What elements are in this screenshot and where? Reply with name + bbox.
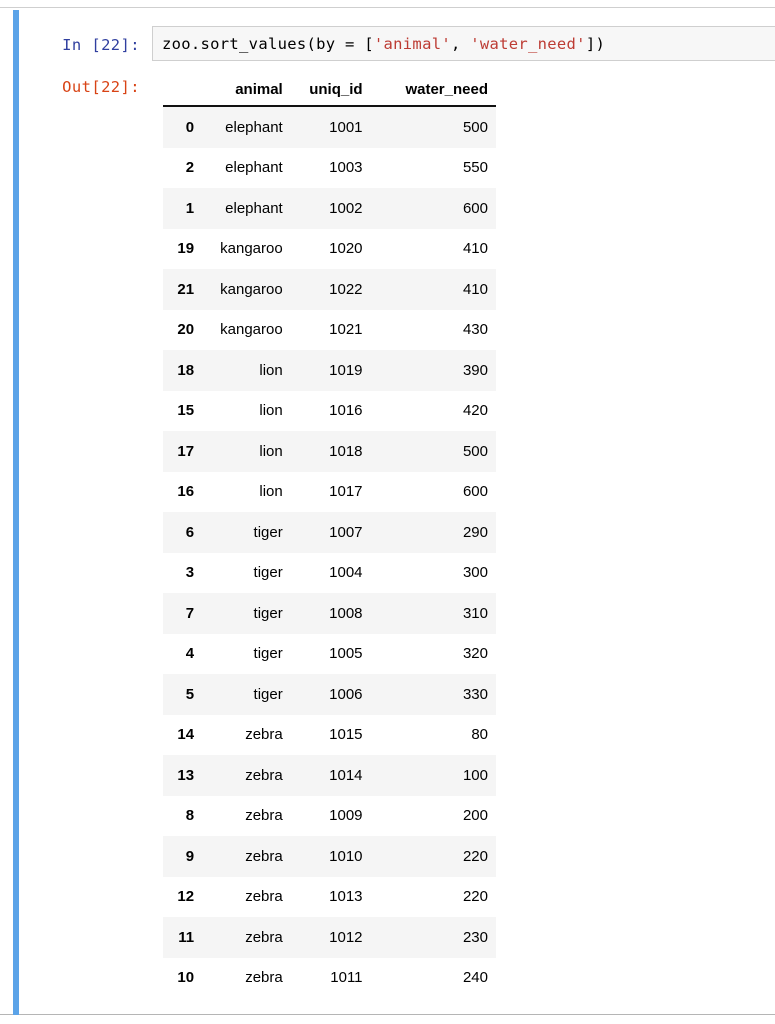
code-source-line	[162, 34, 605, 54]
dataframe-header	[163, 81, 496, 106]
cell-water-need: 220	[462, 888, 488, 906]
table-row	[163, 674, 496, 715]
cell-animal: kangaroo	[220, 240, 283, 258]
cell-animal: tiger	[253, 604, 283, 622]
cell-animal: tiger	[253, 564, 283, 582]
cell-animal: zebra	[245, 807, 283, 825]
cell-water-need: 410	[462, 240, 488, 258]
column-header-water-need: water_need	[369, 81, 496, 106]
table-row	[163, 310, 496, 351]
table-row	[163, 512, 496, 553]
cell-uniq-id: 1022	[329, 280, 363, 298]
header-row	[163, 81, 496, 106]
table-row	[163, 391, 496, 432]
table-row	[163, 917, 496, 958]
cell-animal: elephant	[225, 159, 283, 177]
cell-animal: lion	[259, 442, 283, 460]
row-index-cell: 15	[177, 402, 195, 420]
cell-water-need: 300	[462, 564, 488, 582]
row-index-cell: 4	[185, 645, 195, 663]
cell-uniq-id: 1020	[329, 240, 363, 258]
cell-uniq-id: 1018	[329, 442, 363, 460]
code-token-comma: ,	[450, 35, 471, 53]
row-index-cell: 5	[185, 685, 195, 703]
table-row	[163, 229, 496, 270]
cell-uniq-id: 1013	[329, 888, 363, 906]
code-token-string-animal: 'animal'	[373, 35, 451, 53]
code-input-area[interactable]	[152, 26, 775, 61]
cell-animal: lion	[259, 361, 283, 379]
cell-uniq-id: 1019	[329, 361, 363, 379]
cell-water-need: 320	[462, 645, 488, 663]
cell-selection-bar	[13, 10, 19, 1015]
row-index-cell: 20	[177, 321, 195, 339]
row-index-cell: 8	[185, 807, 195, 825]
code-token-close: ])	[585, 35, 606, 53]
table-row	[163, 553, 496, 594]
cell-animal: zebra	[245, 726, 283, 744]
column-header-animal: animal	[194, 81, 289, 106]
table-row	[163, 106, 496, 148]
cell-animal: elephant	[225, 199, 283, 217]
row-index-cell: 9	[185, 847, 195, 865]
cell-water-need: 420	[462, 402, 488, 420]
row-index-cell: 17	[177, 442, 195, 460]
table-row	[163, 796, 496, 837]
input-prompt-label: In [22]:	[62, 36, 140, 54]
cell-animal: tiger	[253, 523, 283, 541]
cell-water-need: 230	[462, 928, 488, 946]
cell-uniq-id: 1001	[329, 118, 363, 136]
row-index-cell: 16	[177, 483, 195, 501]
row-index-cell: 3	[185, 564, 195, 582]
cell-animal: zebra	[245, 847, 283, 865]
table-row	[163, 836, 496, 877]
cell-water-need: 600	[462, 483, 488, 501]
notebook-cell[interactable]	[0, 7, 775, 1015]
cell-animal: lion	[259, 483, 283, 501]
cell-uniq-id: 1010	[329, 847, 363, 865]
table-row	[163, 877, 496, 918]
row-index-cell: 13	[177, 766, 195, 784]
table-row	[163, 593, 496, 634]
table-row	[163, 188, 496, 229]
output-prompt-label: Out[22]:	[62, 78, 140, 96]
table-row	[163, 350, 496, 391]
cell-animal: kangaroo	[220, 321, 283, 339]
row-index-cell: 6	[185, 523, 195, 541]
column-header-index	[163, 81, 194, 106]
cell-water-need: 330	[462, 685, 488, 703]
cell-animal: zebra	[245, 888, 283, 906]
table-row	[163, 431, 496, 472]
dataframe-body	[163, 106, 496, 998]
dataframe-table	[163, 81, 496, 998]
row-index-cell: 2	[185, 159, 195, 177]
dataframe-output	[163, 81, 496, 998]
row-index-cell: 19	[177, 240, 195, 258]
table-row	[163, 269, 496, 310]
cell-animal: zebra	[245, 928, 283, 946]
table-row	[163, 715, 496, 756]
cell-uniq-id: 1015	[329, 726, 363, 744]
cell-uniq-id: 1012	[329, 928, 363, 946]
cell-water-need: 550	[462, 159, 488, 177]
column-header-uniq-id: uniq_id	[289, 81, 369, 106]
cell-water-need: 430	[462, 321, 488, 339]
cell-water-need: 290	[462, 523, 488, 541]
cell-uniq-id: 1003	[329, 159, 363, 177]
cell-uniq-id: 1021	[329, 321, 363, 339]
cell-uniq-id: 1006	[329, 685, 363, 703]
row-index-cell: 18	[177, 361, 195, 379]
table-row	[163, 148, 496, 189]
cell-water-need: 220	[462, 847, 488, 865]
cell-uniq-id: 1007	[329, 523, 363, 541]
row-index-cell: 21	[177, 280, 195, 298]
row-index-cell: 10	[177, 969, 195, 987]
cell-uniq-id: 1016	[329, 402, 363, 420]
table-row	[163, 755, 496, 796]
cell-water-need: 500	[462, 442, 488, 460]
cell-uniq-id: 1017	[329, 483, 363, 501]
cell-water-need: 100	[462, 766, 488, 784]
code-token-call: zoo.sort_values(by = [	[162, 35, 374, 53]
cell-uniq-id: 1008	[329, 604, 363, 622]
cell-water-need: 240	[462, 969, 488, 987]
table-row	[163, 958, 496, 999]
row-index-cell: 11	[178, 928, 195, 946]
cell-uniq-id: 1004	[329, 564, 363, 582]
cell-animal: tiger	[253, 645, 283, 663]
cell-water-need: 600	[462, 199, 488, 217]
cell-animal: kangaroo	[220, 280, 283, 298]
cell-animal: zebra	[245, 766, 283, 784]
cell-water-need: 410	[462, 280, 488, 298]
cell-animal: tiger	[253, 685, 283, 703]
row-index-cell: 7	[185, 604, 195, 622]
cell-water-need: 390	[462, 361, 488, 379]
row-index-cell: 12	[177, 888, 195, 906]
cell-uniq-id: 1009	[329, 807, 363, 825]
cell-animal: zebra	[245, 969, 283, 987]
row-index-cell: 1	[185, 199, 195, 217]
cell-uniq-id: 1014	[329, 766, 363, 784]
cell-uniq-id: 1002	[329, 199, 363, 217]
cell-uniq-id: 1005	[329, 645, 363, 663]
cell-animal: elephant	[225, 118, 283, 136]
table-row	[163, 634, 496, 675]
row-index-cell: 14	[177, 726, 195, 744]
code-token-string-water-need: 'water_need'	[470, 35, 586, 53]
table-row	[163, 472, 496, 513]
cell-water-need: 310	[462, 604, 488, 622]
cell-water-need: 80	[471, 726, 488, 744]
cell-water-need: 500	[462, 118, 488, 136]
row-index-cell: 0	[185, 118, 195, 136]
cell-water-need: 200	[462, 807, 488, 825]
cell-animal: lion	[259, 402, 283, 420]
cell-uniq-id: 1011	[330, 969, 363, 987]
